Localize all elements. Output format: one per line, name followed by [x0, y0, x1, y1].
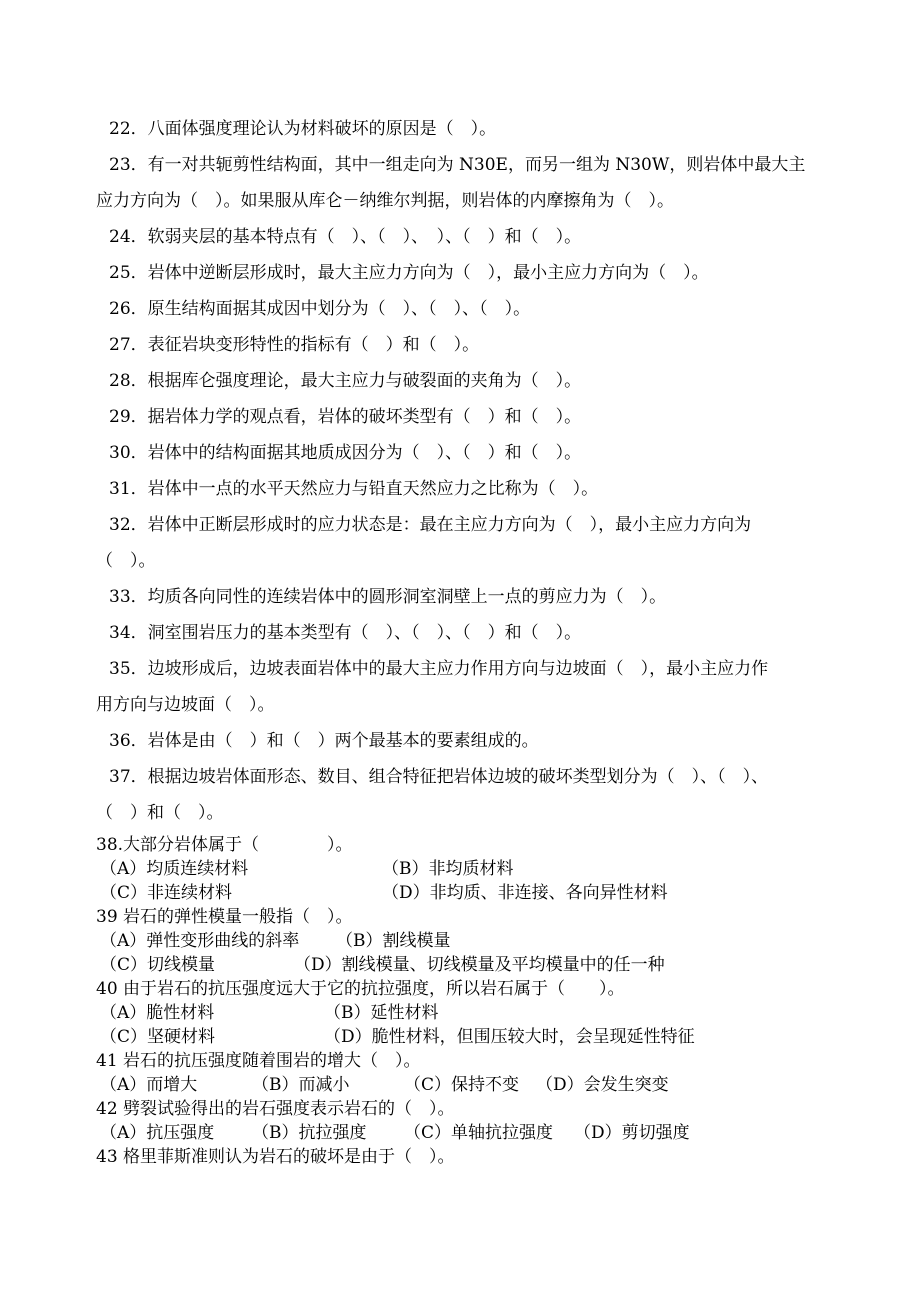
question-39-option-c: （C）切线模量: [100, 955, 216, 975]
question-37-line-1: 37．根据边坡岩体面形态、数目、组合特征把岩体边坡的破坏类型划分为（ ）、（ ）、: [109, 767, 769, 787]
question-39-option-a: （A）弹性变形曲线的斜率: [100, 931, 300, 951]
question-29: 29．据岩体力学的观点看，岩体的破坏类型有（ ）和（ ）。: [109, 407, 582, 427]
question-28: 28．根据库仑强度理论，最大主应力与破裂面的夹角为（ ）。: [109, 371, 582, 391]
question-40-stem: 40 由于岩石的抗压强度远大于它的抗拉强度，所以岩石属于（ ）。: [96, 979, 625, 999]
question-42-option-a: （A）抗压强度: [100, 1123, 215, 1143]
question-40-option-d: （D）脆性材料，但围压较大时，会呈现延性特征: [324, 1027, 695, 1047]
question-37-line-2: （ ）和（ ）。: [96, 803, 224, 823]
question-40-option-c: （C）坚硬材料: [100, 1027, 216, 1047]
question-32-line-1: 32．岩体中正断层形成时的应力状态是：最在主应力方向为（ ），最小主应力方向为: [109, 515, 752, 535]
question-42-stem: 42 劈裂试验得出的岩石强度表示岩石的（ ）。: [96, 1099, 455, 1119]
question-39-option-d: （D）割线模量、切线模量及平均模量中的任一种: [294, 955, 665, 975]
question-38-option-d: （D）非均质、非连接、各向异性材料: [382, 883, 668, 903]
question-42-option-c: （C）单轴抗拉强度: [404, 1123, 554, 1143]
question-26: 26．原生结构面据其成因中划分为（ ）、（ ）、（ ）。: [109, 299, 531, 319]
question-41-option-a: （A）而增大: [100, 1075, 198, 1095]
question-25: 25．岩体中逆断层形成时，最大主应力方向为（ ），最小主应力方向为（ ）。: [109, 263, 709, 283]
question-41-stem: 41 岩石的抗压强度随着围岩的增大（ ）。: [96, 1051, 421, 1071]
question-38-stem: 38.大部分岩体属于（ ）。: [96, 835, 353, 855]
question-30: 30．岩体中的结构面据其地质成因分为（ ）、（ ）和（ ）。: [109, 443, 582, 463]
question-36: 36．岩体是由（ ）和（ ）两个最基本的要素组成的。: [109, 731, 539, 751]
question-39-stem: 39 岩石的弹性模量一般指（ ）。: [96, 907, 353, 927]
question-23-line-2: 应力方向为（ ）。如果服从库仑－纳维尔判据，则岩体的内摩擦角为（ ）。: [96, 191, 674, 211]
question-41-option-d: （D）会发生突变: [536, 1075, 669, 1095]
question-31: 31．岩体中一点的水平天然应力与铅直天然应力之比称为（ ）。: [109, 479, 599, 499]
question-24: 24．软弱夹层的基本特点有（ ）、（ ）、 ）、（ ）和（ ）。: [109, 227, 582, 247]
question-27: 27．表征岩块变形特性的指标有（ ）和（ ）。: [109, 335, 480, 355]
question-41-option-b: （B）而减小: [252, 1075, 350, 1095]
question-40-option-a: （A）脆性材料: [100, 1003, 215, 1023]
question-34: 34．洞室围岩压力的基本类型有（ ）、（ ）、（ ）和（ ）。: [109, 623, 582, 643]
question-42-option-b: （B）抗拉强度: [252, 1123, 367, 1143]
question-38-option-a: （A）均质连续材料: [100, 859, 249, 879]
question-40-option-b: （B）延性材料: [324, 1003, 439, 1023]
question-38-option-b: （B）非均质材料: [382, 859, 514, 879]
question-38-option-c: （C）非连续材料: [100, 883, 233, 903]
question-42-option-d: （D）剪切强度: [574, 1123, 690, 1143]
question-35-line-2: 用方向与边坡面（ ）。: [96, 695, 275, 715]
question-35-line-1: 35．边坡形成后，边坡表面岩体中的最大主应力作用方向与边坡面（ ），最小主应力作: [109, 659, 769, 679]
question-23-line-1: 23．有一对共轭剪性结构面，其中一组走向为 N30E，而另一组为 N30W，则岩体中最大主: [109, 155, 806, 175]
question-32-line-2: （ ）。: [96, 551, 156, 571]
question-22: 22．八面体强度理论认为材料破坏的原因是（ ）。: [109, 119, 497, 139]
question-43-stem: 43 格里菲斯准则认为岩石的破坏是由于（ ）。: [96, 1147, 455, 1167]
question-33: 33．均质各向同性的连续岩体中的圆形洞室洞壁上一点的剪应力为（ ）。: [109, 587, 667, 607]
question-39-option-b: （B）割线模量: [336, 931, 451, 951]
question-41-option-c: （C）保持不变: [404, 1075, 520, 1095]
